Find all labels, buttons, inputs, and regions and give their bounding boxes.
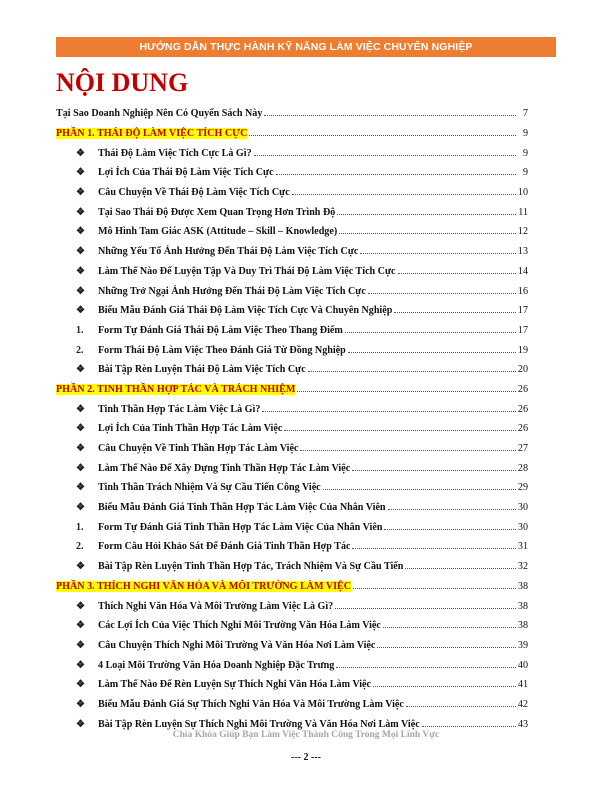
dot-leader	[335, 608, 516, 609]
toc-entry-title: Biểu Mẫu Đánh Giá Sự Thích Nghi Văn Hóa Và Môi Trường Làm Việc	[98, 698, 404, 710]
toc-entry-title: Bài Tập Rèn Luyện Sự Thích Nghi Môi Trường Và Văn Hóa Nơi Làm Việc	[98, 718, 420, 730]
diamond-bullet-icon: ❖	[76, 403, 85, 415]
toc-entry[interactable]	[56, 360, 528, 380]
list-number: 2.	[76, 344, 84, 356]
dot-leader	[352, 548, 515, 549]
toc-page-number: 30	[517, 521, 528, 533]
page-title: NỘI DUNG	[56, 68, 189, 97]
dot-leader	[422, 726, 516, 727]
dot-leader	[405, 568, 516, 569]
toc-entry[interactable]	[56, 419, 528, 439]
dot-leader	[345, 332, 516, 333]
toc-entry[interactable]	[56, 616, 528, 636]
toc-entry[interactable]	[56, 517, 528, 537]
dot-leader	[262, 411, 516, 412]
toc-page-number: 43	[517, 718, 528, 730]
diamond-bullet-icon: ❖	[76, 147, 85, 159]
toc-page-number: 26	[517, 403, 528, 415]
toc-entry[interactable]	[56, 498, 528, 518]
dot-leader	[406, 706, 516, 707]
toc-entry[interactable]	[56, 242, 528, 262]
toc-page-number: 30	[517, 502, 528, 514]
diamond-bullet-icon: ❖	[76, 423, 85, 435]
toc-entry[interactable]	[56, 143, 528, 163]
toc-entry[interactable]	[56, 301, 528, 321]
dot-leader	[249, 135, 516, 136]
list-number: 1.	[76, 324, 84, 336]
toc-entry[interactable]	[56, 340, 528, 360]
toc-entry-title: Tại Sao Thái Độ Được Xem Quan Trọng Hơn Trình Độ	[98, 206, 336, 218]
dot-leader	[323, 489, 516, 490]
toc-entry[interactable]	[56, 596, 528, 616]
toc-entry[interactable]	[56, 537, 528, 557]
toc-entry[interactable]	[56, 636, 528, 656]
toc-page-number: 20	[517, 364, 528, 376]
toc-page-number: 40	[517, 659, 528, 671]
diamond-bullet-icon: ❖	[76, 698, 85, 710]
diamond-bullet-icon: ❖	[76, 620, 85, 632]
diamond-bullet-icon: ❖	[76, 285, 85, 297]
diamond-bullet-icon: ❖	[76, 265, 85, 277]
diamond-bullet-icon: ❖	[76, 659, 85, 671]
diamond-bullet-icon: ❖	[76, 718, 85, 730]
toc-entry-title: Form Thái Độ Làm Việc Theo Đánh Giá Từ Đồng Nghiệp	[98, 344, 346, 356]
toc-entry-title: Tại Sao Doanh Nghiệp Nên Có Quyển Sách Này	[56, 108, 263, 120]
header-banner: HƯỚNG DẪN THỰC HÀNH KỸ NĂNG LÀM VIỆC CHUYÊN NGHIỆP	[56, 37, 556, 57]
toc-page-number: 12	[517, 226, 528, 238]
toc-entry[interactable]	[56, 104, 528, 124]
toc-entry-title: Câu Chuyện Về Thái Độ Làm Việc Tích Cực	[98, 187, 290, 199]
dot-leader	[353, 588, 516, 589]
toc-page-number: 41	[517, 679, 528, 691]
toc-entry[interactable]	[56, 183, 528, 203]
toc-page-number: 32	[517, 561, 528, 573]
toc-entry[interactable]	[56, 163, 528, 183]
toc-entry-title: Thích Nghi Văn Hóa Và Môi Trường Làm Việc Là Gì?	[98, 600, 334, 612]
toc-page-number: 17	[517, 324, 528, 336]
toc-entry-title: PHẦN 1. THÁI ĐỘ LÀM VIỆC TÍCH CỰC	[56, 128, 248, 140]
diamond-bullet-icon: ❖	[76, 482, 85, 494]
dot-leader	[264, 115, 516, 116]
dot-leader	[394, 312, 516, 313]
dot-leader	[377, 647, 516, 648]
toc-page-number: 14	[517, 265, 528, 277]
toc-entry-title: PHẦN 3. THÍCH NGHI VĂN HÓA VÀ MÔI TRƯỜNG LÀM VIỆC	[56, 580, 352, 592]
page-number: --- 2 ---	[291, 752, 321, 763]
toc-page-number: 9	[522, 147, 528, 159]
diamond-bullet-icon: ❖	[76, 443, 85, 455]
toc-page-number: 31	[517, 541, 528, 553]
toc-page-number: 10	[517, 187, 528, 199]
dot-leader	[383, 627, 516, 628]
dot-leader	[297, 391, 516, 392]
toc-entry[interactable]	[56, 478, 528, 498]
dot-leader	[292, 194, 516, 195]
diamond-bullet-icon: ❖	[76, 502, 85, 514]
toc-entry-title: Tinh Thần Hợp Tác Làm Việc Là Gì?	[98, 403, 261, 415]
toc-entry[interactable]	[56, 202, 528, 222]
dot-leader	[368, 293, 516, 294]
toc-entry-title: Biểu Mẫu Đánh Giá Thái Độ Làm Việc Tích Cực Và Chuyên Nghiệp	[98, 305, 393, 317]
toc-entry[interactable]	[56, 655, 528, 675]
dot-leader	[373, 686, 516, 687]
list-number: 2.	[76, 541, 84, 553]
toc-page-number: 29	[517, 482, 528, 494]
toc-page-number: 38	[517, 620, 528, 632]
toc-entry-title: Câu Chuyện Thích Nghi Môi Trường Và Văn Hóa Nơi Làm Việc	[98, 639, 376, 651]
diamond-bullet-icon: ❖	[76, 679, 85, 691]
diamond-bullet-icon: ❖	[76, 305, 85, 317]
diamond-bullet-icon: ❖	[76, 462, 85, 474]
toc-page-number: 9	[522, 167, 528, 179]
dot-leader	[398, 273, 516, 274]
dot-leader	[388, 509, 516, 510]
dot-leader	[284, 430, 516, 431]
dot-leader	[308, 371, 516, 372]
toc-entry-title: Thái Độ Làm Việc Tích Cực Là Gì?	[98, 147, 252, 159]
toc-section-heading[interactable]	[56, 124, 528, 144]
toc-entry[interactable]	[56, 695, 528, 715]
toc-entry[interactable]	[56, 281, 528, 301]
toc-entry-title: Lợi Ích Của Tinh Thần Hợp Tác Làm Việc	[98, 423, 283, 435]
toc-page-number: 42	[517, 698, 528, 710]
toc-entry[interactable]	[56, 399, 528, 419]
dot-leader	[336, 667, 516, 668]
table-of-contents	[56, 104, 528, 734]
toc-entry-title: Làm Thế Nào Để Luyện Tập Và Duy Trì Thái Độ Làm Việc Tích Cực	[98, 265, 396, 277]
toc-entry[interactable]	[56, 458, 528, 478]
toc-entry-title: Tinh Thần Trách Nhiệm Và Sự Cầu Tiến Công Việc	[98, 482, 321, 494]
diamond-bullet-icon: ❖	[76, 246, 85, 258]
dot-leader	[348, 352, 516, 353]
toc-section-heading[interactable]	[56, 577, 528, 597]
toc-section-heading[interactable]	[56, 380, 528, 400]
toc-entry[interactable]	[56, 321, 528, 341]
dot-leader	[337, 214, 516, 215]
diamond-bullet-icon: ❖	[76, 187, 85, 199]
diamond-bullet-icon: ❖	[76, 600, 85, 612]
toc-entry-title: Những Yếu Tố Ảnh Hưởng Đến Thái Độ Làm Việc Tích Cực	[98, 246, 359, 258]
toc-entry-title: Làm Thế Nào Để Xây Dựng Tinh Thần Hợp Tác Làm Việc	[98, 462, 351, 474]
toc-entry-title: Những Trở Ngại Ảnh Hưởng Đến Thái Độ Làm Việc Tích Cực	[98, 285, 366, 297]
toc-entry-title: 4 Loại Môi Trường Văn Hóa Doanh Nghiệp Đặc Trưng	[98, 659, 335, 671]
toc-entry-title: Câu Chuyện Về Tinh Thần Hợp Tác Làm Việc	[98, 443, 299, 455]
diamond-bullet-icon: ❖	[76, 206, 85, 218]
list-number: 1.	[76, 521, 84, 533]
toc-entry-title: Các Lợi Ích Của Việc Thích Nghi Môi Trường Văn Hóa Làm Việc	[98, 620, 381, 632]
dot-leader	[339, 233, 516, 234]
toc-entry-title: Bài Tập Rèn Luyện Thái Độ Làm Việc Tích Cực	[98, 364, 306, 376]
diamond-bullet-icon: ❖	[76, 226, 85, 238]
toc-page-number: 16	[517, 285, 528, 297]
footer-tagline: Chìa Khóa Giúp Bạn Làm Việc Thành Công Trong Mọi Lĩnh Vực	[172, 730, 440, 740]
dot-leader	[352, 470, 516, 471]
toc-page-number: 26	[517, 383, 528, 395]
dot-leader	[300, 450, 515, 451]
toc-entry[interactable]	[56, 557, 528, 577]
toc-page-number: 38	[517, 600, 528, 612]
toc-page-number: 7	[522, 108, 528, 120]
toc-entry-title: Bài Tập Rèn Luyện Tinh Thần Hợp Tác, Trách Nhiệm Và Sự Cầu Tiến	[98, 561, 404, 573]
diamond-bullet-icon: ❖	[76, 639, 85, 651]
dot-leader	[254, 155, 516, 156]
toc-page-number: 9	[522, 128, 528, 140]
toc-page-number: 28	[517, 462, 528, 474]
toc-entry-title: Form Tự Đánh Giá Thái Độ Làm Việc Theo Thang Điểm	[98, 324, 343, 336]
toc-entry-title: PHẦN 2. TINH THẦN HỢP TÁC VÀ TRÁCH NHIỆM	[56, 383, 296, 395]
dot-leader	[276, 174, 516, 175]
toc-page-number: 27	[517, 443, 528, 455]
toc-page-number: 19	[517, 344, 528, 356]
diamond-bullet-icon: ❖	[76, 167, 85, 179]
toc-entry-title: Form Tự Đánh Giá Tinh Thần Hợp Tác Làm Việc Của Nhân Viên	[98, 521, 383, 533]
toc-entry[interactable]	[56, 675, 528, 695]
toc-page-number: 26	[517, 423, 528, 435]
toc-entry-title: Mô Hình Tam Giác ASK (Attitude – Skill – Knowledge)	[98, 226, 338, 238]
toc-entry-title: Lợi Ích Của Thái Độ Làm Việc Tích Cực	[98, 167, 274, 179]
toc-page-number: 17	[517, 305, 528, 317]
dot-leader	[384, 529, 515, 530]
toc-entry[interactable]	[56, 262, 528, 282]
toc-entry[interactable]	[56, 439, 528, 459]
toc-entry-title: Biểu Mẫu Đánh Giá Tinh Thần Hợp Tác Làm Việc Của Nhân Viên	[98, 502, 386, 514]
toc-entry[interactable]	[56, 222, 528, 242]
toc-entry-title: Làm Thế Nào Để Rèn Luyện Sự Thích Nghi Văn Hóa Làm Việc	[98, 679, 372, 691]
dot-leader	[360, 253, 516, 254]
toc-page-number: 11	[518, 206, 528, 218]
toc-page-number: 13	[517, 246, 528, 258]
toc-page-number: 39	[517, 639, 528, 651]
toc-entry-title: Form Câu Hỏi Khảo Sát Để Đánh Giá Tinh Thần Hợp Tác	[98, 541, 351, 553]
toc-page-number: 38	[517, 580, 528, 592]
diamond-bullet-icon: ❖	[76, 561, 85, 573]
diamond-bullet-icon: ❖	[76, 364, 85, 376]
